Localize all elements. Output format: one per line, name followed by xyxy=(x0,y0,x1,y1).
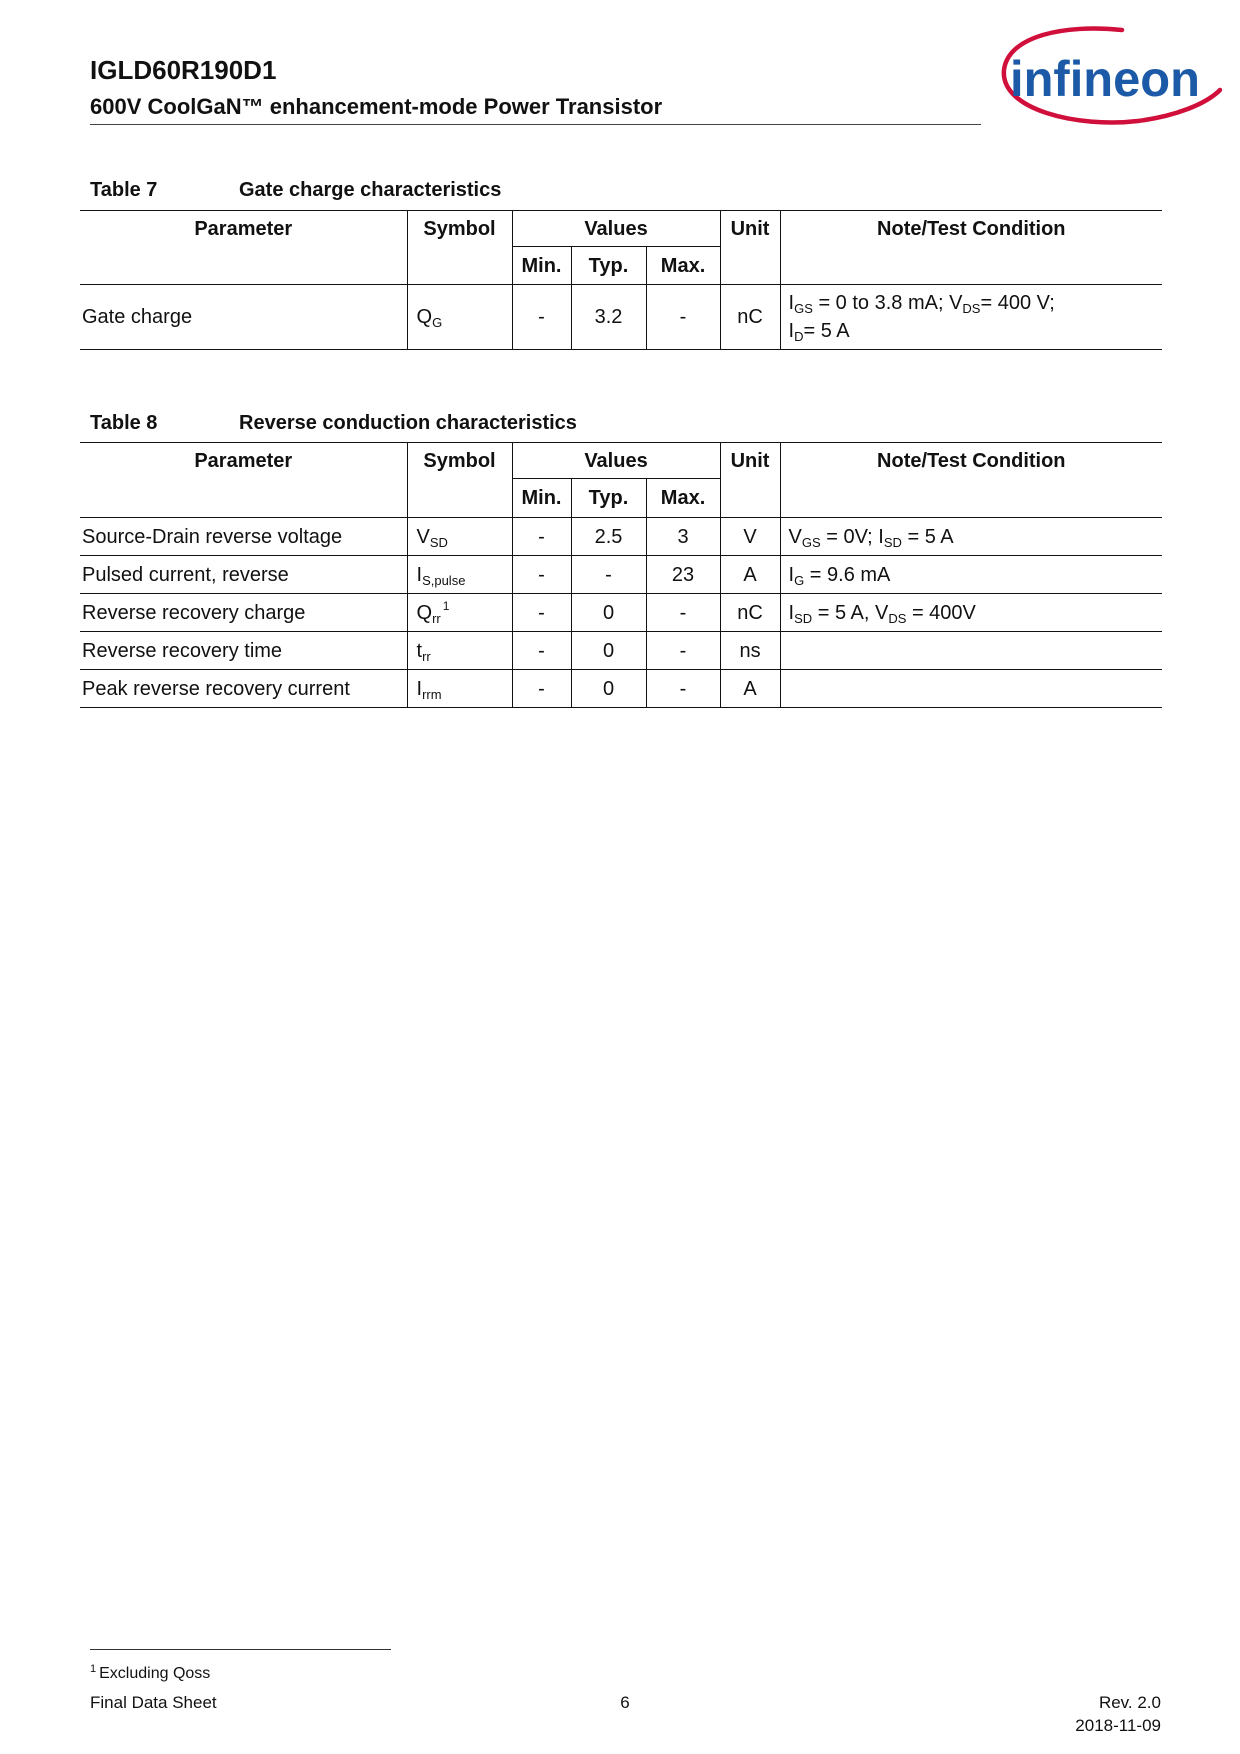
typ-value-cell: - xyxy=(571,556,646,594)
unit-cell: nC xyxy=(720,594,780,632)
max-value-cell: 3 xyxy=(646,518,720,556)
parameter-cell: Reverse recovery charge xyxy=(80,594,407,632)
header-max: Max. xyxy=(646,479,720,518)
note-text: = 400V xyxy=(906,601,976,624)
note-subscript: DS xyxy=(888,610,907,626)
max-value-cell: - xyxy=(646,670,720,708)
note-subscript: GS xyxy=(794,301,813,316)
document-type: Final Data Sheet xyxy=(90,1693,217,1712)
header-parameter: Parameter xyxy=(80,443,407,518)
part-number: IGLD60R190D1 xyxy=(90,55,277,85)
parameter-cell: Peak reverse recovery current xyxy=(80,670,407,708)
header-note: Note/Test Condition xyxy=(780,211,1162,285)
unit-cell: nC xyxy=(720,285,780,350)
note-subscript: G xyxy=(794,572,805,588)
reverse-conduction-table xyxy=(80,442,1162,708)
typ-value-cell: 0 xyxy=(571,670,646,708)
table-row xyxy=(80,594,1162,632)
header-values: Values xyxy=(512,443,720,479)
product-subtitle: 600V CoolGaN™ enhancement-mode Power Transistor xyxy=(90,94,663,119)
table8-label: Table 8 xyxy=(90,412,158,434)
table8-body xyxy=(80,518,1162,708)
header-typ: Typ. xyxy=(571,247,646,285)
table-row xyxy=(80,285,1162,350)
note-text: V xyxy=(788,525,802,548)
table7-caption xyxy=(90,178,990,202)
table7-title: Gate charge characteristics xyxy=(239,179,502,201)
symbol-subscript: rr xyxy=(422,648,431,664)
note-subscript: GS xyxy=(801,534,821,550)
note-subscript: DS xyxy=(962,301,981,316)
header-symbol: Symbol xyxy=(407,211,512,285)
table-row xyxy=(80,556,1162,594)
typ-value-cell: 0 xyxy=(571,632,646,670)
infineon-logo xyxy=(998,24,1222,128)
symbol-main: t xyxy=(416,639,423,662)
header-typ: Typ. xyxy=(571,479,646,518)
header-divider xyxy=(90,124,981,125)
unit-cell: V xyxy=(720,518,780,556)
footnote-ref: 1 xyxy=(442,598,450,613)
note-cell xyxy=(780,670,1162,708)
note-text: = 0 to 3.8 mA; V xyxy=(812,292,963,314)
unit-cell: A xyxy=(720,556,780,594)
table-row xyxy=(80,632,1162,670)
table8-caption xyxy=(90,411,990,435)
footnote-divider xyxy=(90,1649,391,1650)
parameter-cell: Source-Drain reverse voltage xyxy=(80,518,407,556)
symbol-cell xyxy=(407,518,512,556)
symbol-main: V xyxy=(416,525,430,548)
parameter-cell: Pulsed current, reverse xyxy=(80,556,407,594)
max-value-cell: - xyxy=(646,285,720,350)
unit-cell: ns xyxy=(720,632,780,670)
note-text: I xyxy=(788,601,795,624)
symbol-cell xyxy=(407,632,512,670)
symbol-subscript: S,pulse xyxy=(422,572,466,588)
logo-wordmark: infineon xyxy=(1010,51,1200,107)
header-unit: Unit xyxy=(720,211,780,285)
header-note: Note/Test Condition xyxy=(780,443,1162,518)
footnote-marker: 1 xyxy=(90,1663,97,1675)
symbol-cell xyxy=(407,670,512,708)
symbol-subscript: rr xyxy=(432,610,441,626)
footnote xyxy=(90,1664,210,1684)
parameter-cell: Reverse recovery time xyxy=(80,632,407,670)
footnote-text: Excluding Qoss xyxy=(99,1665,211,1682)
parameter-cell: Gate charge xyxy=(80,285,407,350)
table-header-row xyxy=(80,443,1162,479)
table-header-row xyxy=(80,211,1162,247)
min-value-cell: - xyxy=(512,556,571,594)
note-subscript: D xyxy=(794,329,804,344)
symbol-cell xyxy=(407,285,512,350)
note-text: I xyxy=(788,292,795,314)
symbol-main: I xyxy=(416,563,423,586)
page-number: 6 xyxy=(620,1693,630,1712)
min-value-cell: - xyxy=(512,632,571,670)
symbol-subscript: G xyxy=(432,315,443,330)
note-subscript: SD xyxy=(883,534,902,550)
typ-value-cell: 0 xyxy=(571,594,646,632)
gate-charge-table xyxy=(80,210,1162,350)
min-value-cell: - xyxy=(512,518,571,556)
note-text: I xyxy=(788,320,795,342)
header-unit: Unit xyxy=(720,443,780,518)
max-value-cell: - xyxy=(646,594,720,632)
min-value-cell: - xyxy=(512,594,571,632)
header-values: Values xyxy=(512,211,720,247)
note-text: = 9.6 mA xyxy=(804,563,891,586)
symbol-main: Q xyxy=(416,306,433,328)
note-cell xyxy=(780,518,1162,556)
max-value-cell: 23 xyxy=(646,556,720,594)
header-max: Max. xyxy=(646,247,720,285)
header-min: Min. xyxy=(512,247,571,285)
note-text: = 5 A, V xyxy=(812,601,889,624)
note-cell xyxy=(780,285,1162,350)
note-text: = 5 A xyxy=(901,525,954,548)
table7-label: Table 7 xyxy=(90,179,158,201)
header-min: Min. xyxy=(512,479,571,518)
min-value-cell: - xyxy=(512,670,571,708)
header-symbol: Symbol xyxy=(407,443,512,518)
symbol-main: Q xyxy=(416,601,433,624)
unit-cell: A xyxy=(720,670,780,708)
release-date: 2018-11-09 xyxy=(1075,1716,1161,1735)
table7-body xyxy=(80,285,1162,350)
note-text: I xyxy=(788,563,795,586)
table-row xyxy=(80,518,1162,556)
note-cell xyxy=(780,594,1162,632)
typ-value-cell: 3.2 xyxy=(571,285,646,350)
note-cell xyxy=(780,632,1162,670)
max-value-cell: - xyxy=(646,632,720,670)
symbol-cell xyxy=(407,594,512,632)
header-parameter: Parameter xyxy=(80,211,407,285)
revision: Rev. 2.0 xyxy=(1098,1693,1161,1712)
min-value-cell: - xyxy=(512,285,571,350)
note-text: = 5 A xyxy=(803,320,850,342)
table8-title: Reverse conduction characteristics xyxy=(239,412,577,434)
symbol-main: I xyxy=(416,677,423,700)
note-text: = 0V; I xyxy=(820,525,884,548)
typ-value-cell: 2.5 xyxy=(571,518,646,556)
note-cell xyxy=(780,556,1162,594)
symbol-subscript: rrm xyxy=(422,686,442,702)
symbol-subscript: SD xyxy=(429,534,448,550)
symbol-cell xyxy=(407,556,512,594)
note-subscript: SD xyxy=(794,610,813,626)
table-row xyxy=(80,670,1162,708)
note-text: = 400 V; xyxy=(980,292,1055,314)
